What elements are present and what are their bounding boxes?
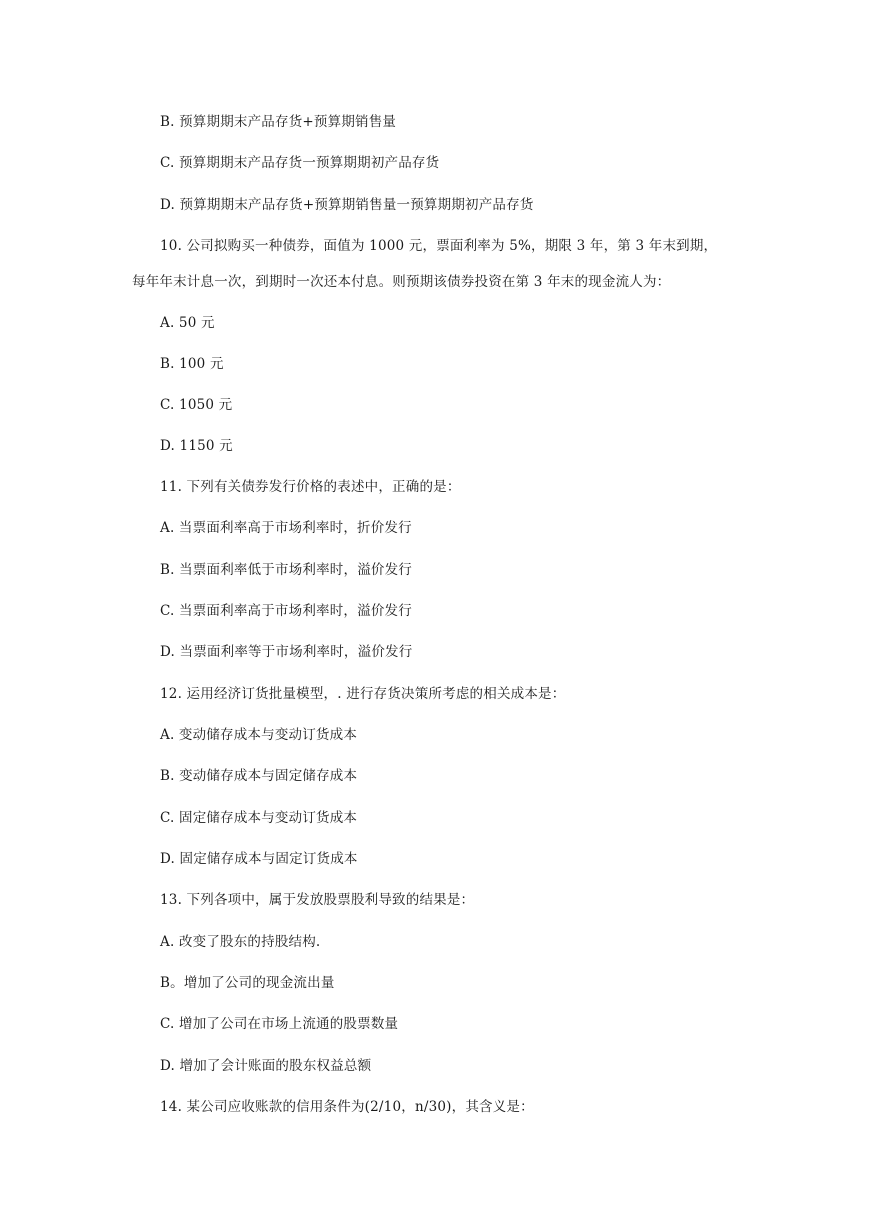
option-c-q12: C. 固定储存成本与变动订货成本 [160, 810, 358, 826]
option-d-q11: D. 当票面利率等于市场利率时，溢价发行 [160, 644, 413, 660]
option-c-q9: C. 预算期期末产品存货一预算期期初产品存货 [160, 155, 440, 171]
option-b-q11: B. 当票面利率低于市场利率时，溢价发行 [160, 562, 413, 578]
option-b-q13: B。增加了公司的现金流出量 [160, 975, 335, 991]
option-d-q9: D. 预算期期末产品存货+预算期销售量一预算期期初产品存货 [160, 197, 534, 213]
option-a-q11: A. 当票面利率高于市场利率时，折价发行 [160, 520, 412, 536]
option-b-q12: B. 变动储存成本与固定储存成本 [160, 768, 358, 784]
option-d-q13: D. 增加了会计账面的股东权益总额 [160, 1058, 372, 1074]
question-10: 10. 公司拟购买一种债券，面值为 1000 元，票面利率为 5%，期限 3 年，第 3 年末到期， [160, 238, 718, 254]
option-a-q12: A. 变动储存成本与变动订货成本 [160, 727, 358, 743]
option-a-q13: A. 改变了股东的持股结构. [160, 934, 321, 950]
question-13: 13. 下列各项中，属于发放股票股利导致的结果是： [160, 892, 475, 908]
question-14: 14. 某公司应收账款的信用条件为(2/10，n/30)，其含义是： [160, 1099, 534, 1115]
option-d-q10: D. 1150 元 [160, 438, 233, 454]
option-c-q13: C. 增加了公司在市场上流通的股票数量 [160, 1016, 399, 1032]
question-11: 11. 下列有关债券发行价格的表述中，正确的是： [160, 479, 461, 495]
option-d-q12: D. 固定储存成本与固定订货成本 [160, 851, 358, 867]
option-c-q10: C. 1050 元 [160, 397, 233, 413]
option-c-q11: C. 当票面利率高于市场利率时，溢价发行 [160, 603, 412, 619]
question-12: 12. 运用经济订货批量模型，. 进行存货决策所考虑的相关成本是： [160, 686, 566, 702]
option-b-q9: B. 预算期期末产品存货+预算期销售量 [160, 114, 397, 130]
option-a-q10: A. 50 元 [160, 315, 215, 331]
question-10-continued: 每年年末计息一次，到期时一次还本付息。则预期该债券投资在第 3 年末的现金流人为： [132, 274, 671, 290]
option-b-q10: B. 100 元 [160, 356, 224, 372]
